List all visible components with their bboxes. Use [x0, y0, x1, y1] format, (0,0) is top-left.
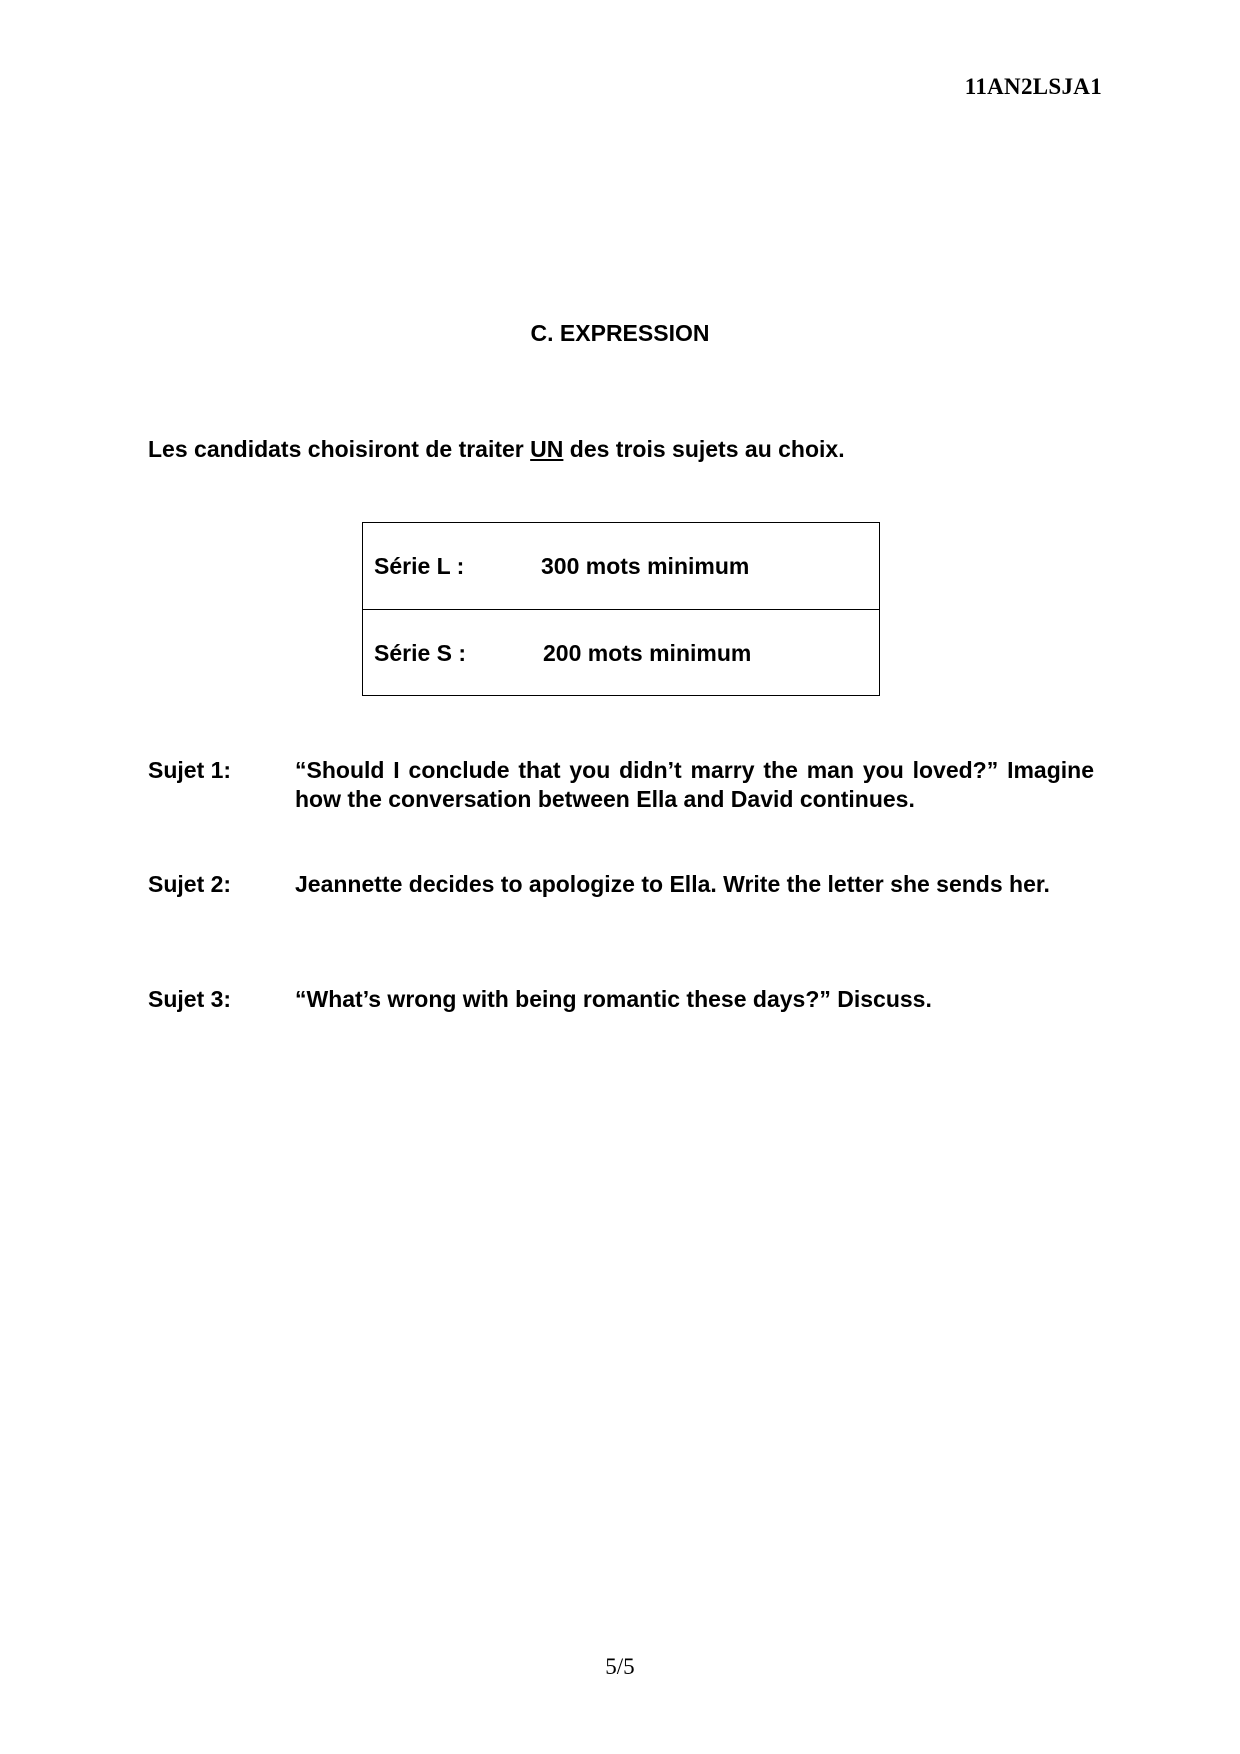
section-title: C. EXPRESSION — [530, 320, 710, 346]
series-label: Série S : — [374, 640, 467, 666]
topic-label: Sujet 2: — [148, 871, 232, 897]
series-row-s — [363, 610, 879, 696]
series-row-l — [363, 523, 879, 610]
instructions-emphasis: UN — [530, 436, 564, 462]
series-word-count: 200 mots minimum — [543, 640, 752, 666]
topic-text: Jeannette decides to apologize to Ella. Write the letter she sends her. — [295, 871, 1050, 897]
series-label: Série L : — [374, 553, 465, 579]
topic-label: Sujet 1: — [148, 757, 232, 783]
page-number: 5/5 — [605, 1654, 635, 1679]
instructions — [148, 436, 845, 463]
series-requirements-box — [362, 522, 880, 696]
topic-text: “What’s wrong with being romantic these days?” Discuss. — [295, 986, 932, 1012]
instructions-after: des trois sujets au choix. — [563, 436, 845, 462]
series-word-count: 300 mots minimum — [541, 553, 750, 579]
topic-text: “Should I conclude that you didn’t marry the man you loved?” Imagine how the conversation between Ella and David continues. — [295, 757, 1094, 812]
instructions-before: Les candidats choisiront de traiter — [148, 436, 531, 462]
topic-label: Sujet 3: — [148, 986, 232, 1012]
document-code: 11AN2LSJA1 — [964, 74, 1102, 99]
